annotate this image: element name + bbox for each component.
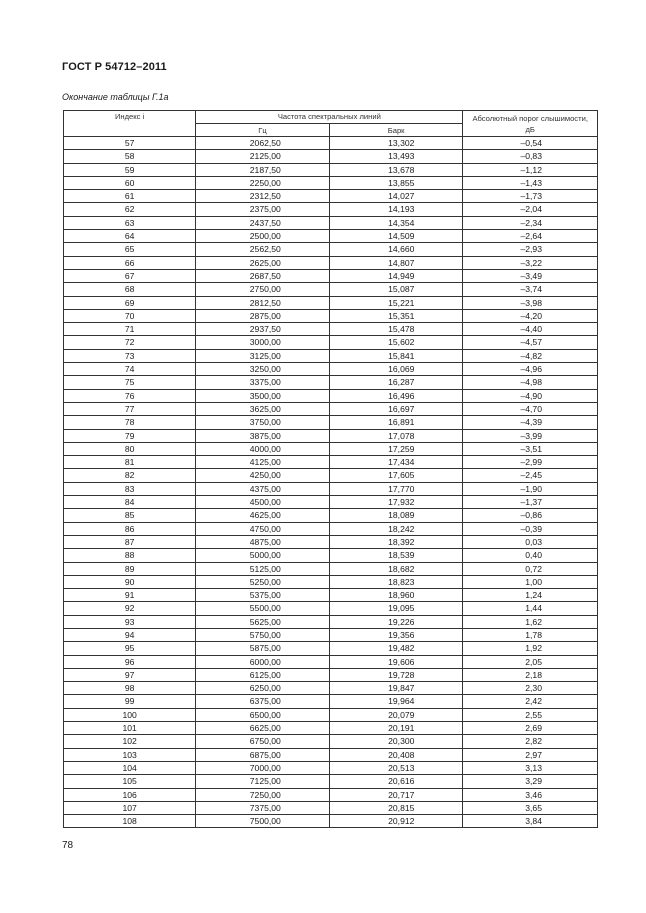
- cell-threshold: 2,55: [463, 708, 598, 721]
- cell-bark: 16,891: [329, 416, 463, 429]
- cell-threshold: –4,20: [463, 309, 598, 322]
- cell-index: 66: [64, 256, 196, 269]
- cell-bark: 17,078: [329, 429, 463, 442]
- cell-hz: 3750,00: [196, 416, 330, 429]
- cell-hz: 2437,50: [196, 216, 330, 229]
- cell-index: 57: [64, 137, 196, 150]
- cell-bark: 20,300: [329, 735, 463, 748]
- cell-index: 104: [64, 761, 196, 774]
- cell-index: 72: [64, 336, 196, 349]
- cell-index: 100: [64, 708, 196, 721]
- cell-bark: 15,841: [329, 349, 463, 362]
- cell-index: 75: [64, 376, 196, 389]
- header-frequency: Частота спектральных линий: [196, 111, 463, 124]
- table-row: [64, 389, 598, 402]
- cell-threshold: 3,13: [463, 761, 598, 774]
- cell-index: 60: [64, 176, 196, 189]
- table-row: [64, 602, 598, 615]
- cell-bark: 20,513: [329, 761, 463, 774]
- cell-hz: 4750,00: [196, 522, 330, 535]
- cell-hz: 5250,00: [196, 575, 330, 588]
- cell-index: 80: [64, 442, 196, 455]
- cell-bark: 13,302: [329, 137, 463, 150]
- cell-threshold: 2,82: [463, 735, 598, 748]
- data-table: [63, 110, 598, 828]
- cell-hz: 6250,00: [196, 682, 330, 695]
- cell-bark: 14,807: [329, 256, 463, 269]
- table-caption: Окончание таблицы Г.1а: [62, 92, 169, 102]
- table-row: [64, 376, 598, 389]
- cell-bark: 15,351: [329, 309, 463, 322]
- cell-threshold: –3,22: [463, 256, 598, 269]
- cell-bark: 14,660: [329, 243, 463, 256]
- cell-hz: 4500,00: [196, 496, 330, 509]
- cell-bark: 15,087: [329, 283, 463, 296]
- cell-bark: 14,949: [329, 269, 463, 282]
- cell-hz: 3625,00: [196, 402, 330, 415]
- cell-threshold: –1,12: [463, 163, 598, 176]
- header-hz: Гц: [196, 124, 330, 137]
- cell-index: 65: [64, 243, 196, 256]
- table-row: [64, 243, 598, 256]
- table-row: [64, 748, 598, 761]
- cell-bark: 17,605: [329, 469, 463, 482]
- table-row: [64, 296, 598, 309]
- cell-bark: 17,434: [329, 456, 463, 469]
- cell-threshold: –3,49: [463, 269, 598, 282]
- cell-bark: 17,932: [329, 496, 463, 509]
- cell-bark: 17,259: [329, 442, 463, 455]
- table-row: [64, 150, 598, 163]
- cell-hz: 5875,00: [196, 642, 330, 655]
- cell-threshold: 3,65: [463, 801, 598, 814]
- cell-index: 78: [64, 416, 196, 429]
- cell-bark: 19,482: [329, 642, 463, 655]
- cell-hz: 2125,00: [196, 150, 330, 163]
- cell-threshold: –1,37: [463, 496, 598, 509]
- cell-bark: 17,770: [329, 482, 463, 495]
- cell-threshold: –4,82: [463, 349, 598, 362]
- table-row: [64, 668, 598, 681]
- cell-hz: 3125,00: [196, 349, 330, 362]
- table-row: [64, 815, 598, 828]
- table-row: [64, 429, 598, 442]
- cell-threshold: –2,64: [463, 230, 598, 243]
- cell-hz: 2687,50: [196, 269, 330, 282]
- cell-hz: 4625,00: [196, 509, 330, 522]
- cell-threshold: 2,18: [463, 668, 598, 681]
- cell-index: 79: [64, 429, 196, 442]
- cell-hz: 5750,00: [196, 628, 330, 641]
- cell-index: 73: [64, 349, 196, 362]
- cell-bark: 18,089: [329, 509, 463, 522]
- table-row: [64, 655, 598, 668]
- cell-bark: 19,356: [329, 628, 463, 641]
- cell-hz: 4250,00: [196, 469, 330, 482]
- cell-bark: 19,095: [329, 602, 463, 615]
- cell-index: 88: [64, 549, 196, 562]
- table-row: [64, 283, 598, 296]
- cell-threshold: –0,83: [463, 150, 598, 163]
- cell-bark: 18,392: [329, 535, 463, 548]
- table-row: [64, 482, 598, 495]
- cell-threshold: –4,90: [463, 389, 598, 402]
- cell-index: 84: [64, 496, 196, 509]
- table-row: [64, 496, 598, 509]
- table-row: [64, 615, 598, 628]
- table-row: [64, 642, 598, 655]
- cell-bark: 18,242: [329, 522, 463, 535]
- cell-hz: 2500,00: [196, 230, 330, 243]
- cell-index: 70: [64, 309, 196, 322]
- cell-index: 69: [64, 296, 196, 309]
- cell-threshold: –0,86: [463, 509, 598, 522]
- cell-threshold: 1,78: [463, 628, 598, 641]
- cell-threshold: 1,44: [463, 602, 598, 615]
- cell-threshold: 3,29: [463, 775, 598, 788]
- cell-threshold: –4,96: [463, 363, 598, 376]
- cell-bark: 16,496: [329, 389, 463, 402]
- cell-hz: 5625,00: [196, 615, 330, 628]
- cell-bark: 20,815: [329, 801, 463, 814]
- cell-index: 59: [64, 163, 196, 176]
- cell-index: 105: [64, 775, 196, 788]
- table-row: [64, 416, 598, 429]
- table-header: [64, 111, 598, 137]
- cell-threshold: 2,97: [463, 748, 598, 761]
- cell-hz: 6625,00: [196, 722, 330, 735]
- cell-threshold: 2,42: [463, 695, 598, 708]
- table-row: [64, 695, 598, 708]
- cell-hz: 2562,50: [196, 243, 330, 256]
- table-row: [64, 589, 598, 602]
- cell-bark: 14,354: [329, 216, 463, 229]
- cell-hz: 2875,00: [196, 309, 330, 322]
- cell-hz: 6375,00: [196, 695, 330, 708]
- cell-threshold: –3,99: [463, 429, 598, 442]
- table-row: [64, 522, 598, 535]
- table-row: [64, 230, 598, 243]
- cell-threshold: 0,40: [463, 549, 598, 562]
- cell-index: 87: [64, 535, 196, 548]
- cell-index: 67: [64, 269, 196, 282]
- cell-index: 61: [64, 190, 196, 203]
- cell-index: 71: [64, 323, 196, 336]
- cell-hz: 3875,00: [196, 429, 330, 442]
- cell-threshold: –2,04: [463, 203, 598, 216]
- cell-bark: 18,539: [329, 549, 463, 562]
- cell-hz: 2937,50: [196, 323, 330, 336]
- cell-index: 108: [64, 815, 196, 828]
- cell-bark: 20,079: [329, 708, 463, 721]
- cell-index: 96: [64, 655, 196, 668]
- cell-threshold: –0,39: [463, 522, 598, 535]
- cell-hz: 7500,00: [196, 815, 330, 828]
- cell-hz: 6000,00: [196, 655, 330, 668]
- table-row: [64, 535, 598, 548]
- table-body: [64, 137, 598, 828]
- cell-hz: 6500,00: [196, 708, 330, 721]
- cell-threshold: –3,98: [463, 296, 598, 309]
- cell-index: 74: [64, 363, 196, 376]
- cell-index: 90: [64, 575, 196, 588]
- table-row: [64, 349, 598, 362]
- cell-bark: 16,287: [329, 376, 463, 389]
- page-number: 78: [62, 840, 74, 851]
- cell-hz: 4000,00: [196, 442, 330, 455]
- cell-threshold: –4,98: [463, 376, 598, 389]
- cell-index: 89: [64, 562, 196, 575]
- cell-threshold: 2,05: [463, 655, 598, 668]
- cell-hz: 6750,00: [196, 735, 330, 748]
- cell-threshold: –4,57: [463, 336, 598, 349]
- cell-hz: 2750,00: [196, 283, 330, 296]
- cell-index: 93: [64, 615, 196, 628]
- cell-index: 64: [64, 230, 196, 243]
- cell-bark: 15,478: [329, 323, 463, 336]
- cell-hz: 6875,00: [196, 748, 330, 761]
- table-row: [64, 509, 598, 522]
- cell-bark: 18,960: [329, 589, 463, 602]
- table-row: [64, 722, 598, 735]
- cell-index: 85: [64, 509, 196, 522]
- cell-hz: 5125,00: [196, 562, 330, 575]
- cell-bark: 13,855: [329, 176, 463, 189]
- table-row: [64, 775, 598, 788]
- cell-index: 101: [64, 722, 196, 735]
- table-row: [64, 256, 598, 269]
- cell-hz: 5375,00: [196, 589, 330, 602]
- cell-hz: 7375,00: [196, 801, 330, 814]
- cell-index: 103: [64, 748, 196, 761]
- cell-threshold: 3,46: [463, 788, 598, 801]
- cell-hz: 2812,50: [196, 296, 330, 309]
- cell-threshold: 0,03: [463, 535, 598, 548]
- cell-threshold: –1,43: [463, 176, 598, 189]
- table-row: [64, 216, 598, 229]
- cell-threshold: –3,74: [463, 283, 598, 296]
- cell-hz: 7125,00: [196, 775, 330, 788]
- cell-hz: 6125,00: [196, 668, 330, 681]
- cell-bark: 19,606: [329, 655, 463, 668]
- cell-hz: 3000,00: [196, 336, 330, 349]
- cell-hz: 2062,50: [196, 137, 330, 150]
- cell-hz: 5000,00: [196, 549, 330, 562]
- cell-bark: 14,027: [329, 190, 463, 203]
- header-bark: Барк: [329, 124, 463, 137]
- cell-threshold: –2,93: [463, 243, 598, 256]
- cell-bark: 20,408: [329, 748, 463, 761]
- cell-threshold: –1,73: [463, 190, 598, 203]
- cell-bark: 19,964: [329, 695, 463, 708]
- table-row: [64, 788, 598, 801]
- table-row: [64, 203, 598, 216]
- cell-index: 107: [64, 801, 196, 814]
- cell-bark: 14,509: [329, 230, 463, 243]
- cell-threshold: 2,69: [463, 722, 598, 735]
- cell-bark: 19,847: [329, 682, 463, 695]
- cell-threshold: 1,62: [463, 615, 598, 628]
- cell-threshold: –0,54: [463, 137, 598, 150]
- table-row: [64, 735, 598, 748]
- cell-threshold: –2,99: [463, 456, 598, 469]
- cell-bark: 20,191: [329, 722, 463, 735]
- cell-threshold: –4,70: [463, 402, 598, 415]
- cell-bark: 14,193: [329, 203, 463, 216]
- cell-bark: 18,823: [329, 575, 463, 588]
- cell-index: 92: [64, 602, 196, 615]
- cell-hz: 2250,00: [196, 176, 330, 189]
- cell-bark: 20,912: [329, 815, 463, 828]
- cell-index: 94: [64, 628, 196, 641]
- cell-index: 58: [64, 150, 196, 163]
- cell-threshold: 2,30: [463, 682, 598, 695]
- cell-hz: 4125,00: [196, 456, 330, 469]
- cell-bark: 20,616: [329, 775, 463, 788]
- table-row: [64, 708, 598, 721]
- cell-hz: 2375,00: [196, 203, 330, 216]
- table-row: [64, 363, 598, 376]
- cell-index: 91: [64, 589, 196, 602]
- cell-threshold: –4,39: [463, 416, 598, 429]
- cell-threshold: –2,34: [463, 216, 598, 229]
- cell-index: 76: [64, 389, 196, 402]
- cell-index: 82: [64, 469, 196, 482]
- header-index: Индекс i: [64, 111, 196, 137]
- cell-index: 81: [64, 456, 196, 469]
- cell-index: 106: [64, 788, 196, 801]
- cell-index: 63: [64, 216, 196, 229]
- table-row: [64, 190, 598, 203]
- table-row: [64, 269, 598, 282]
- cell-index: 95: [64, 642, 196, 655]
- cell-index: 86: [64, 522, 196, 535]
- cell-bark: 16,697: [329, 402, 463, 415]
- cell-threshold: 3,84: [463, 815, 598, 828]
- cell-index: 83: [64, 482, 196, 495]
- cell-index: 98: [64, 682, 196, 695]
- cell-index: 62: [64, 203, 196, 216]
- cell-hz: 7000,00: [196, 761, 330, 774]
- table-row: [64, 309, 598, 322]
- cell-bark: 19,226: [329, 615, 463, 628]
- cell-index: 77: [64, 402, 196, 415]
- cell-hz: 2187,50: [196, 163, 330, 176]
- cell-threshold: 0,72: [463, 562, 598, 575]
- cell-index: 68: [64, 283, 196, 296]
- document-title: ГОСТ Р 54712–2011: [62, 61, 167, 73]
- cell-threshold: –3,51: [463, 442, 598, 455]
- table-row: [64, 456, 598, 469]
- table-row: [64, 469, 598, 482]
- cell-bark: 19,728: [329, 668, 463, 681]
- table-row: [64, 562, 598, 575]
- table-row: [64, 336, 598, 349]
- table-row: [64, 549, 598, 562]
- cell-bark: 16,069: [329, 363, 463, 376]
- cell-threshold: –2,45: [463, 469, 598, 482]
- cell-threshold: 1,92: [463, 642, 598, 655]
- cell-index: 97: [64, 668, 196, 681]
- cell-hz: 3375,00: [196, 376, 330, 389]
- cell-bark: 15,221: [329, 296, 463, 309]
- cell-hz: 4875,00: [196, 535, 330, 548]
- cell-index: 99: [64, 695, 196, 708]
- cell-threshold: –4,40: [463, 323, 598, 336]
- cell-index: 102: [64, 735, 196, 748]
- table-row: [64, 801, 598, 814]
- table-row: [64, 163, 598, 176]
- table-row: [64, 176, 598, 189]
- cell-bark: 18,682: [329, 562, 463, 575]
- table-row: [64, 575, 598, 588]
- cell-hz: 3500,00: [196, 389, 330, 402]
- table-row: [64, 402, 598, 415]
- table-row: [64, 761, 598, 774]
- cell-hz: 5500,00: [196, 602, 330, 615]
- header-threshold: Абсолютный порог слышимости, дБ: [463, 111, 598, 137]
- cell-hz: 4375,00: [196, 482, 330, 495]
- cell-hz: 2312,50: [196, 190, 330, 203]
- cell-bark: 20,717: [329, 788, 463, 801]
- cell-hz: 3250,00: [196, 363, 330, 376]
- table-row: [64, 323, 598, 336]
- cell-bark: 13,493: [329, 150, 463, 163]
- cell-threshold: 1,00: [463, 575, 598, 588]
- cell-bark: 15,602: [329, 336, 463, 349]
- table-row: [64, 137, 598, 150]
- table-row: [64, 682, 598, 695]
- cell-threshold: –1,90: [463, 482, 598, 495]
- cell-bark: 13,678: [329, 163, 463, 176]
- table-row: [64, 628, 598, 641]
- table-row: [64, 442, 598, 455]
- cell-threshold: 1,24: [463, 589, 598, 602]
- cell-hz: 2625,00: [196, 256, 330, 269]
- cell-hz: 7250,00: [196, 788, 330, 801]
